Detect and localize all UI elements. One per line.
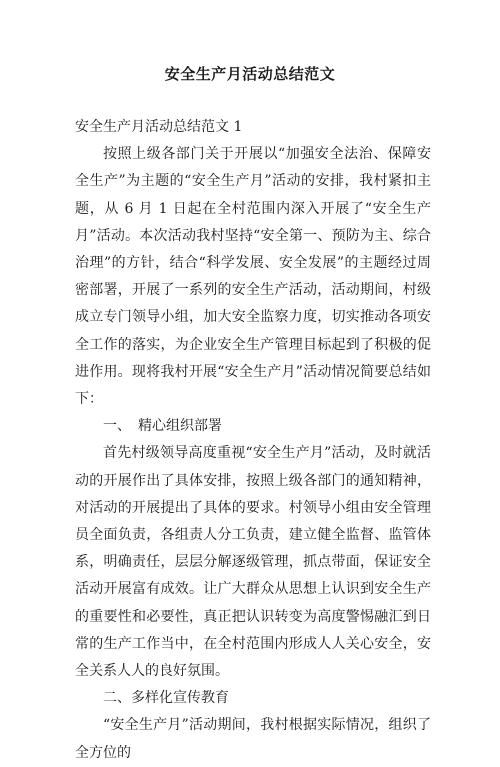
section-heading-1: 一、 精心组织部署 xyxy=(103,418,222,435)
document-body xyxy=(75,114,431,767)
paragraph-organization: 首先村级领导高度重视“安全生产月”活动，及时就活动的开展作出了具体安排，按照上级各部门的通知精神，对活动的开展提出了具体的要求。村领导小组由安全管理员全面负责，各组责人分工负责，建立健全监督、监管体系，明确责任，层层分解逐级管理，抓点带面，保证安全活动开展富有成效。让广大群众从思想上认识到安全生产的重要性和必要性，真正把认识转变为高度警惕融汇到日常的生产工作当中，在全村范围内形成人人关心安全，安全关系人人的良好氛围。 xyxy=(75,445,431,680)
document-title: 安全生产月活动总结范文 xyxy=(164,65,336,83)
paragraph-intro: 按照上级各部门关于开展以“加强安全法治、保障安全生产”为主题的“安全生产月”活动的安排，我村紧扣主题，从 6 月 1 日起在全村范围内深入开展了“安全生产月”活动。本次活动我村坚持“安全第一、预防为主、综合治理”的方针，结合“科学发展、安全发展”的主题经过周密部署，开展了一系列的安全生产活动，活动期间，村级成立专门领导小组，加大安全监察力度，切实推动各项安全工作的落实，为企业安全生产管理目标起到了积极的促进作用。现将我村开展“安全生产月”活动情况简要总结如下： xyxy=(75,146,431,408)
paragraph-publicity: “安全生产月”活动期间，我村根据实际情况，组织了全方位的 xyxy=(75,717,431,761)
section-heading-2: 二、多样化宣传教育 xyxy=(103,690,229,707)
section-subtitle: 安全生产月活动总结范文 1 xyxy=(75,119,243,135)
